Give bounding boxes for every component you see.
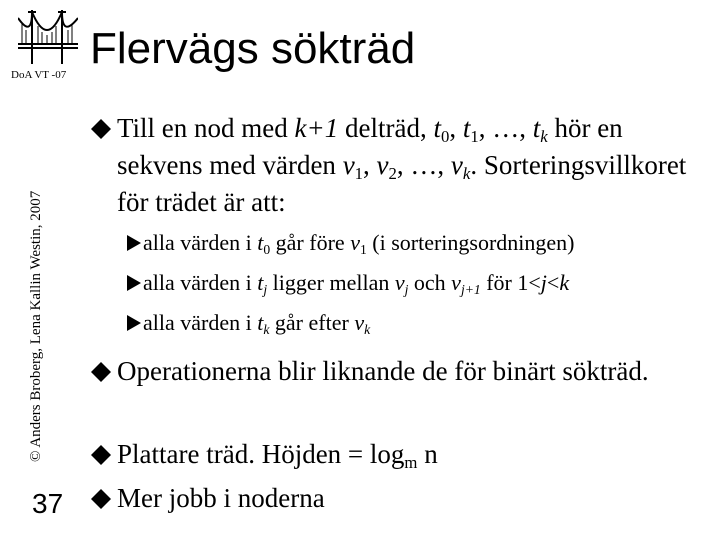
slide-title: Flervägs sökträd: [90, 24, 416, 73]
arrow-bullet-icon: [127, 235, 141, 251]
diamond-bullet-icon: [91, 119, 111, 139]
diamond-bullet-icon: [91, 362, 111, 382]
sub-bullet-middle-subtree: alla värden i $t_j$ ligger mellan $v_j$ och $v_{j+1}$ för 1<j<k: [127, 266, 569, 300]
sub-bullet-first-subtree: alla värden i $t_0$ går före $v_1$ (i sorteringsordningen): [127, 226, 575, 260]
diamond-bullet-icon: [91, 489, 111, 509]
arrow-bullet-icon: [127, 315, 141, 331]
course-label: DoA VT -07: [11, 69, 67, 81]
diamond-bullet-icon: [91, 445, 111, 465]
bullet-flatter-tree: Plattare träd. Höjden = $\log_m n$: [91, 436, 438, 473]
copyright-notice: © Anders Broberg, Lena Kallin Westin, 2007: [28, 190, 44, 462]
bullet-more-work: Mer jobb i noderna: [91, 480, 325, 517]
arrow-bullet-icon: [127, 275, 141, 291]
bullet-operations: Operationerna blir liknande de för binärt sökträd.: [91, 353, 691, 390]
slide-number: 37: [32, 488, 64, 519]
sub-bullet-last-subtree: alla värden i $t_k$ går efter $v_k$: [127, 306, 370, 340]
bullet-definition: Till en nod med k+1 delträd, $t_0$, $t_1$, …, $t_k$ hör en sekvens med värden $v_1$, $v_2$, …, $v_k$. Sorteringsvillkoret för trädet är att:: [91, 110, 701, 221]
bridge-logo: [18, 8, 78, 66]
